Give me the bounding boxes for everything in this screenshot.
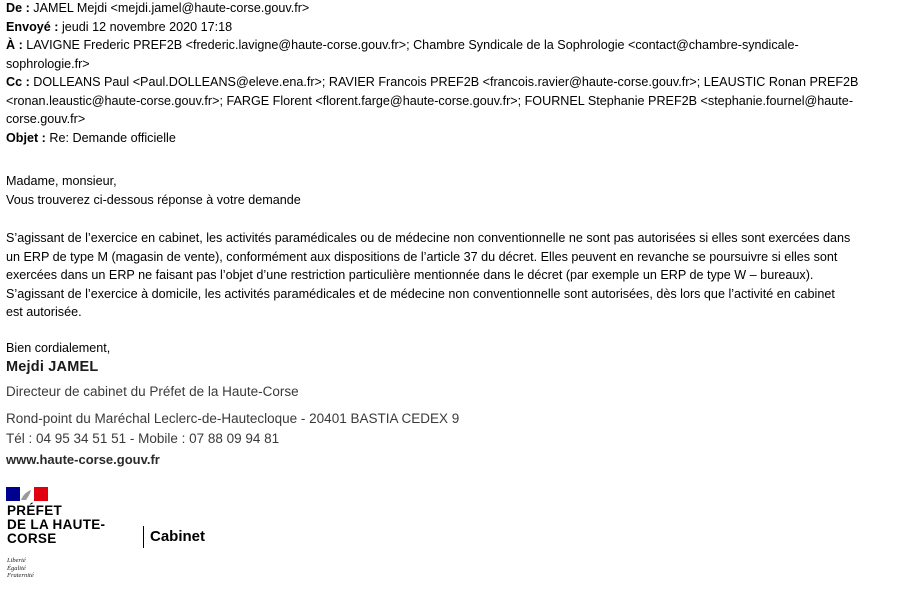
from-label: De : xyxy=(6,1,30,15)
closing-block xyxy=(6,339,911,358)
signature-name: Mejdi JAMEL xyxy=(6,359,99,375)
to-line xyxy=(6,36,906,55)
body-paragraph xyxy=(6,229,911,322)
from-value[interactable]: JAMEL Mejdi <mejdi.jamel@haute-corse.gouv.fr> xyxy=(29,1,310,15)
cc-value-line2[interactable]: <ronan.leaustic@haute-corse.gouv.fr>; FARGE Florent <florent.farge@haute-corse.gouv.fr>; FOURNEL Stephanie PREF2B <stephanie.fournel@haute- xyxy=(6,93,854,108)
subject-line xyxy=(6,129,906,148)
logo-motto xyxy=(7,557,34,580)
sent-label: Envoyé : xyxy=(6,19,59,34)
to-line-cont xyxy=(6,55,906,74)
para1-line2: un ERP de type M (magasin de vente), conformément aux dispositions de l’article 37 du décret. Elles peuvent en revanche se poursuivre si elles sont xyxy=(6,249,838,264)
to-label: À : xyxy=(6,38,23,52)
para2-line2: est autorisée. xyxy=(6,305,82,319)
logo-department: Cabinet xyxy=(150,528,206,545)
para2-line1: S’agissant de l’exercice à domicile, les activités paramédicales et de médecine non conventionnelle sont autorisées, dès lors que l’activité en cabinet xyxy=(6,286,835,301)
flag-blue xyxy=(6,487,20,501)
cc-line xyxy=(6,73,906,92)
subject-label: Objet : xyxy=(6,130,46,145)
cc-value-line3[interactable]: corse.gouv.fr> xyxy=(6,112,86,126)
signature-address: Rond-point du Maréchal Leclerc-de-Hautecloque - 20401 BASTIA CEDEX 9 xyxy=(6,411,460,426)
para1-line3: exercées dans un ERP ne faisant pas l’objet d’une restriction particulière mentionnée dans le décret (par exemple un ERP de type W – bureaux). xyxy=(6,268,814,282)
logo-title-line1: PRÉFET xyxy=(7,503,63,518)
greeting-block xyxy=(6,172,911,209)
signature-phones: Tél : 04 95 34 51 51 - Mobile : 07 88 09 94 81 xyxy=(6,431,280,446)
to-value-line2[interactable]: sophrologie.fr> xyxy=(6,56,90,71)
prefecture-logo xyxy=(6,487,226,587)
logo-title-line3: CORSE xyxy=(7,531,57,546)
marianne-flag-icon xyxy=(6,487,48,501)
motto-liberte: Liberté xyxy=(7,557,26,564)
logo-separator xyxy=(143,526,144,548)
to-value-line1[interactable]: LAVIGNE Frederic PREF2B <frederic.lavigne@haute-corse.gouv.fr>; Chambre Syndicale de la Sophrologie <contact@chambre-syndicale- xyxy=(22,38,799,52)
signature-title: Directeur de cabinet du Préfet de la Haute-Corse xyxy=(6,384,299,399)
from-line xyxy=(6,0,906,18)
logo-title xyxy=(7,504,105,546)
para1-line1: S’agissant de l’exercice en cabinet, les activités paramédicales ou de médecine non conventionnelle ne sont pas autorisées si elles sont exercées dans xyxy=(6,231,851,245)
logo-title-line2: DE LA HAUTE- xyxy=(7,517,106,532)
motto-fraternite: Fraternité xyxy=(7,572,34,579)
sent-line xyxy=(6,18,906,37)
signature-website[interactable]: www.haute-corse.gouv.fr xyxy=(6,452,160,467)
cc-label: Cc : xyxy=(6,75,30,89)
cc-line-cont2 xyxy=(6,110,906,129)
subject-value: Re: Demande officielle xyxy=(45,130,176,145)
sent-value: jeudi 12 novembre 2020 17:18 xyxy=(58,19,233,34)
flag-red xyxy=(34,487,48,501)
cc-value-line1[interactable]: DOLLEANS Paul <Paul.DOLLEANS@eleve.ena.fr>; RAVIER Francois PREF2B <francois.ravier@haute-corse.gouv.fr>; LEAUSTIC Ronan PREF2B xyxy=(29,75,859,89)
email-header xyxy=(6,0,906,147)
cc-line-cont xyxy=(6,92,906,111)
motto-egalite: Égalité xyxy=(7,564,26,572)
intro: Vous trouverez ci-dessous réponse à votre demande xyxy=(6,192,301,207)
greeting: Madame, monsieur, xyxy=(6,174,117,188)
closing: Bien cordialement, xyxy=(6,341,111,355)
